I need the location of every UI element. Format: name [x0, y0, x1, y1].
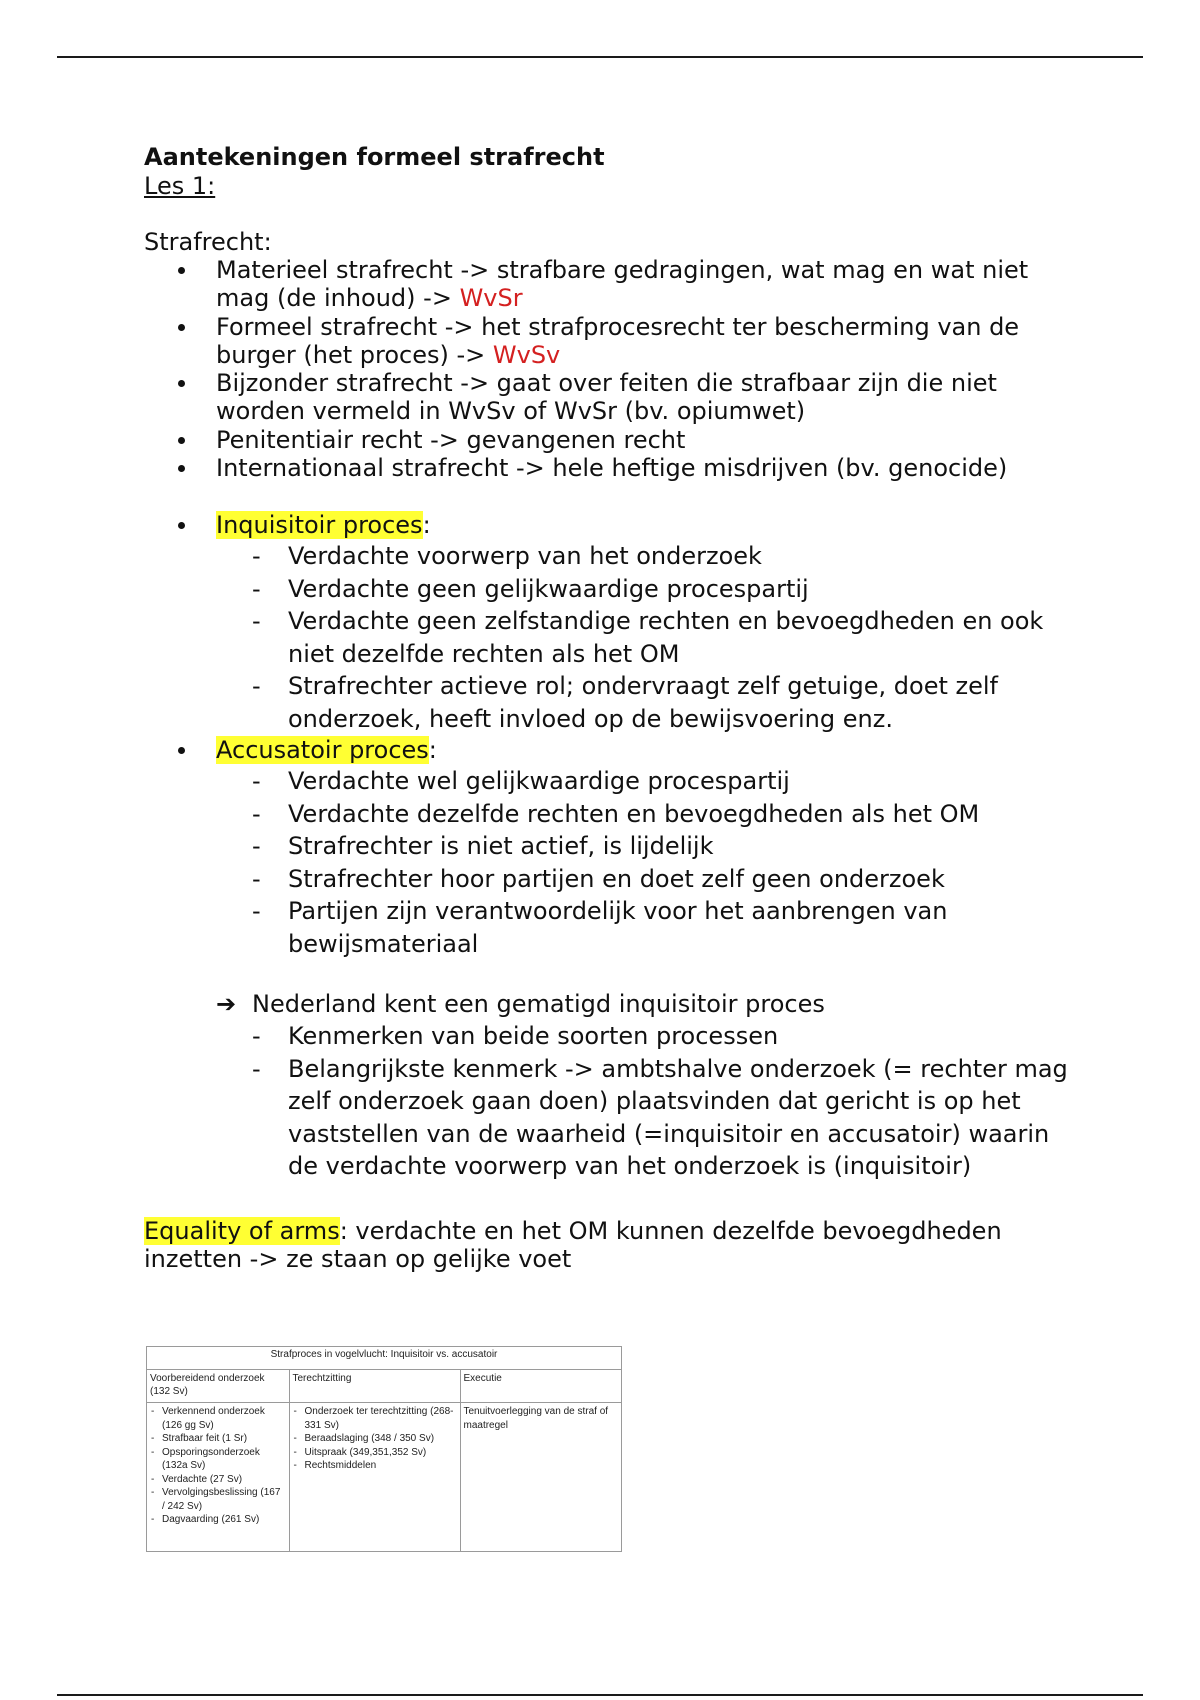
bullet-icon	[178, 437, 185, 444]
list-item: - Verdachte geen zelfstandige rechten en bevoegdheden en ook niet dezelfde rechten als het OM	[252, 607, 1044, 668]
bullet-icon	[178, 324, 185, 331]
nederland-line: ➔ Nederland kent een gematigd inquisitoir proces	[216, 990, 825, 1019]
list-item: - Verdachte voorwerp van het onderzoek	[252, 542, 762, 571]
table-header-cell: Voorbereidend onderzoek (132 Sv)	[147, 1370, 290, 1403]
list-item: - Verdachte dezelfde rechten en bevoegdheden als het OM	[252, 799, 980, 828]
table-list-item: - Uitspraak (349,351,352 Sv)	[293, 1446, 427, 1458]
equality-paragraph: Equality of arms: verdachte en het OM kunnen dezelfde bevoegdheden inzetten -> ze staan op gelijke voet	[144, 1216, 1002, 1273]
table-header-cell: Executie	[460, 1370, 622, 1403]
law-reference: WvSr	[459, 284, 523, 313]
bullet-icon	[178, 267, 185, 274]
process-list	[144, 510, 1084, 540]
list-item: - Kenmerken van beide soorten processen	[252, 1022, 779, 1051]
bullet-icon	[178, 747, 185, 754]
table-list-item: - Strafbaar feit (1 Sr)	[151, 1433, 248, 1444]
accusatoir-sublist	[144, 765, 1084, 960]
arrow-icon: ➔	[216, 990, 237, 1019]
table-list-item: - Rechtsmiddelen	[293, 1460, 377, 1471]
table-cell	[289, 1403, 460, 1552]
page-title: Aantekeningen formeel strafrecht	[144, 143, 605, 171]
table-list-item: - Beraadslaging (348 / 350 Sv)	[293, 1433, 435, 1444]
section-label: Strafrecht:	[144, 228, 272, 256]
table-list-item: - Opsporingsonderzoek (132a Sv)	[151, 1446, 260, 1471]
list-item: Formeel strafrecht -> het strafprocesrecht ter bescherming van de burger (het proces) -> WvSv	[144, 313, 1084, 370]
inquisitoir-item: Inquisitoir proces:	[144, 510, 1084, 540]
equality-label: Equality of arms	[144, 1216, 340, 1245]
table-list-item: - Verdachte (27 Sv)	[151, 1473, 243, 1485]
strafproces-table	[146, 1346, 622, 1552]
table-list-item: - Onderzoek ter terechtzitting (268-331 Sv)	[293, 1406, 454, 1431]
table-list-item: - Verkennend onderzoek (126 gg Sv)	[151, 1406, 265, 1431]
law-reference: WvSv	[492, 340, 561, 369]
table-caption: Strafproces in vogelvlucht: Inquisitoir vs. accusatoir	[147, 1347, 622, 1370]
list-item: - Strafrechter actieve rol; ondervraagt zelf getuige, doet zelf onderzoek, heeft invloed op de bewijsvoering enz.	[252, 672, 998, 733]
table-cell	[147, 1403, 290, 1552]
bullet-icon	[178, 380, 185, 387]
lesson-heading: Les 1:	[144, 172, 216, 200]
list-item: Penitentiair recht -> gevangenen recht	[144, 426, 1084, 454]
inquisitoir-label: Inquisitoir proces	[216, 511, 423, 540]
list-item: - Partijen zijn verantwoordelijk voor het aanbrengen van bewijsmateriaal	[252, 897, 948, 958]
list-item: - Verdachte wel gelijkwaardige procespartij	[252, 767, 790, 796]
process-list-2	[144, 735, 1084, 765]
nederland-sublist	[144, 1020, 1084, 1183]
header-rule	[57, 56, 1143, 58]
bullet-icon	[178, 522, 185, 529]
table-header-cell: Terechtzitting	[289, 1370, 460, 1403]
list-item: - Verdachte geen gelijkwaardige procespartij	[252, 574, 809, 603]
list-item: Internationaal strafrecht -> hele heftige misdrijven (bv. genocide)	[144, 454, 1084, 482]
table-list-item: - Vervolgingsbeslissing (167 / 242 Sv)	[151, 1487, 281, 1512]
list-item: Bijzonder strafrecht -> gaat over feiten die strafbaar zijn die niet worden vermeld in WvSv of WvSr (bv. opiumwet)	[144, 369, 1084, 426]
bullet-icon	[178, 465, 185, 472]
inquisitoir-sublist	[144, 540, 1084, 735]
footer-rule	[57, 1694, 1143, 1696]
table-list-item: - Dagvaarding (261 Sv)	[151, 1514, 260, 1525]
strafrecht-list	[144, 256, 1084, 482]
list-item: - Strafrechter hoor partijen en doet zelf geen onderzoek	[252, 864, 945, 893]
accusatoir-label: Accusatoir proces	[216, 736, 429, 765]
list-item: - Strafrechter is niet actief, is lijdelijk	[252, 832, 714, 861]
table-cell: Tenuitvoerlegging van de straf of maatregel	[460, 1403, 622, 1552]
accusatoir-item: Accusatoir proces:	[144, 735, 1084, 765]
document-page	[144, 142, 1084, 1273]
list-item: Materieel strafrecht -> strafbare gedragingen, wat mag en wat niet mag (de inhoud) -> WvSr	[144, 256, 1084, 313]
list-item: - Belangrijkste kenmerk -> ambtshalve onderzoek (= rechter mag zelf onderzoek gaan doen) plaatsvinden dat gericht is op het vaststellen van de waarheid (=inquisitoir en accusatoir) waarin de verdachte voorwerp van het onderzoek is (inquisitoir)	[252, 1054, 1068, 1181]
